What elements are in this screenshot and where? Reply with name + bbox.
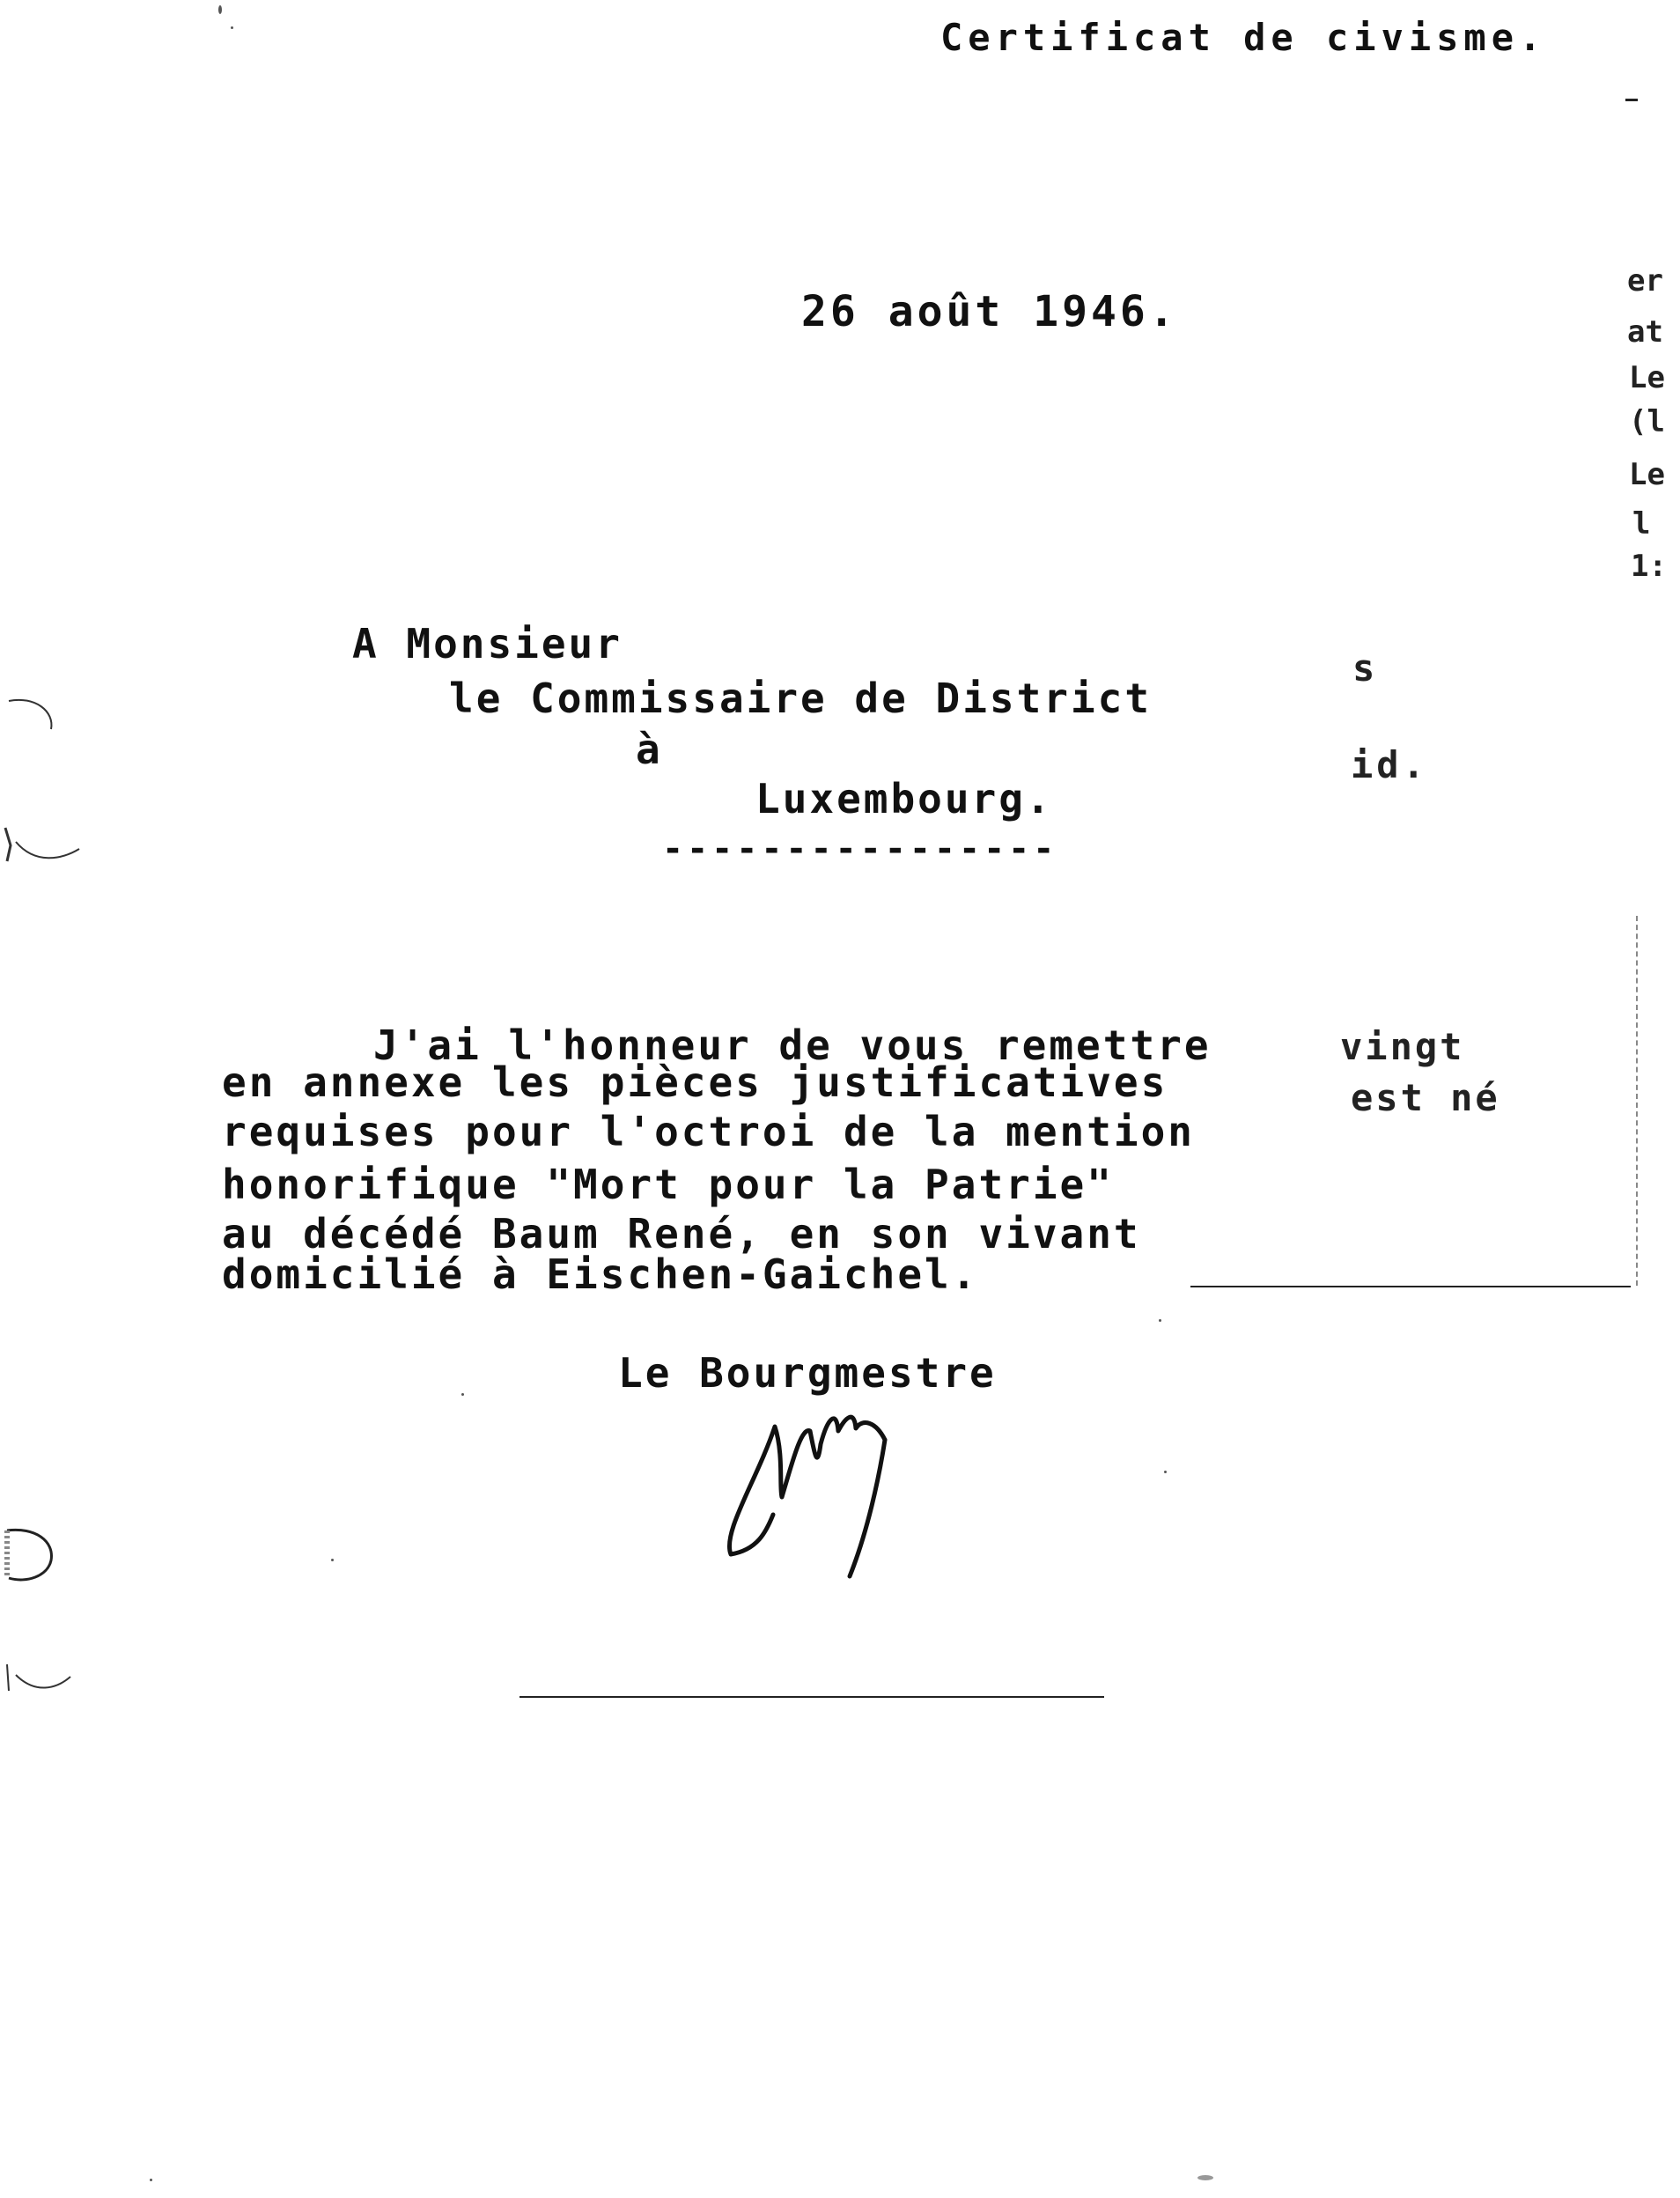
- edge-fragment: l: [1632, 506, 1651, 542]
- footer-rule: [519, 1696, 1104, 1698]
- bleed-fragment: est né: [1351, 1076, 1500, 1119]
- speck: [461, 1393, 464, 1396]
- speck: [331, 1559, 334, 1561]
- speck: [218, 5, 222, 14]
- recipient-city: Luxembourg.: [755, 775, 1053, 822]
- body-line-1: J'ai l'honneur de vous remettre: [373, 1022, 1212, 1069]
- signature-icon: [704, 1391, 916, 1585]
- speck: [1197, 2175, 1213, 2180]
- body-line-4: honorifique "Mort pour la Patrie": [222, 1161, 1114, 1208]
- bleed-fragment: vingt: [1340, 1025, 1465, 1068]
- bleed-fragment: s: [1352, 646, 1375, 690]
- edge-fragment: (l: [1629, 404, 1665, 439]
- edge-fragment: 1:: [1631, 549, 1667, 584]
- body-line-2: en annexe les pièces justificatives: [222, 1058, 1168, 1106]
- recipient-preposition: à: [636, 726, 663, 773]
- edge-fragment: at: [1627, 314, 1663, 350]
- closing-title: Le Bourgmestre: [618, 1349, 997, 1397]
- body-line-5: au décédé Baum René, en son vivant: [222, 1210, 1141, 1258]
- edge-fragment: Le: [1629, 457, 1665, 492]
- punch-hole-icon: [0, 694, 62, 747]
- recipient-salutation: A Monsieur: [352, 620, 623, 668]
- underline-rule: [1190, 1286, 1631, 1287]
- body-line-3: requises pour l'octroi de la mention: [222, 1108, 1195, 1155]
- speck: [231, 26, 233, 29]
- bleed-fragment: id.: [1351, 743, 1428, 786]
- edge-fragment: Le: [1629, 360, 1665, 395]
- punch-hole-icon: [0, 1525, 62, 1587]
- recipient-role: le Commissaire de District: [449, 675, 1153, 722]
- document-title: Certificat de civisme.: [940, 16, 1547, 59]
- edge-artifact: [1636, 916, 1638, 1286]
- edge-fragment: er: [1627, 263, 1663, 299]
- speck: [1164, 1471, 1167, 1473]
- letter-date: 26 août 1946.: [801, 287, 1178, 336]
- edge-artifact: [1625, 99, 1638, 101]
- punch-hole-icon: [0, 1656, 79, 1700]
- punch-hole-icon: [0, 819, 88, 872]
- separator-dashes: ----------------: [662, 829, 1058, 869]
- speck: [1159, 1319, 1161, 1322]
- speck: [150, 2179, 152, 2181]
- body-line-6: domicilié à Eischen-Gaichel.: [222, 1250, 979, 1298]
